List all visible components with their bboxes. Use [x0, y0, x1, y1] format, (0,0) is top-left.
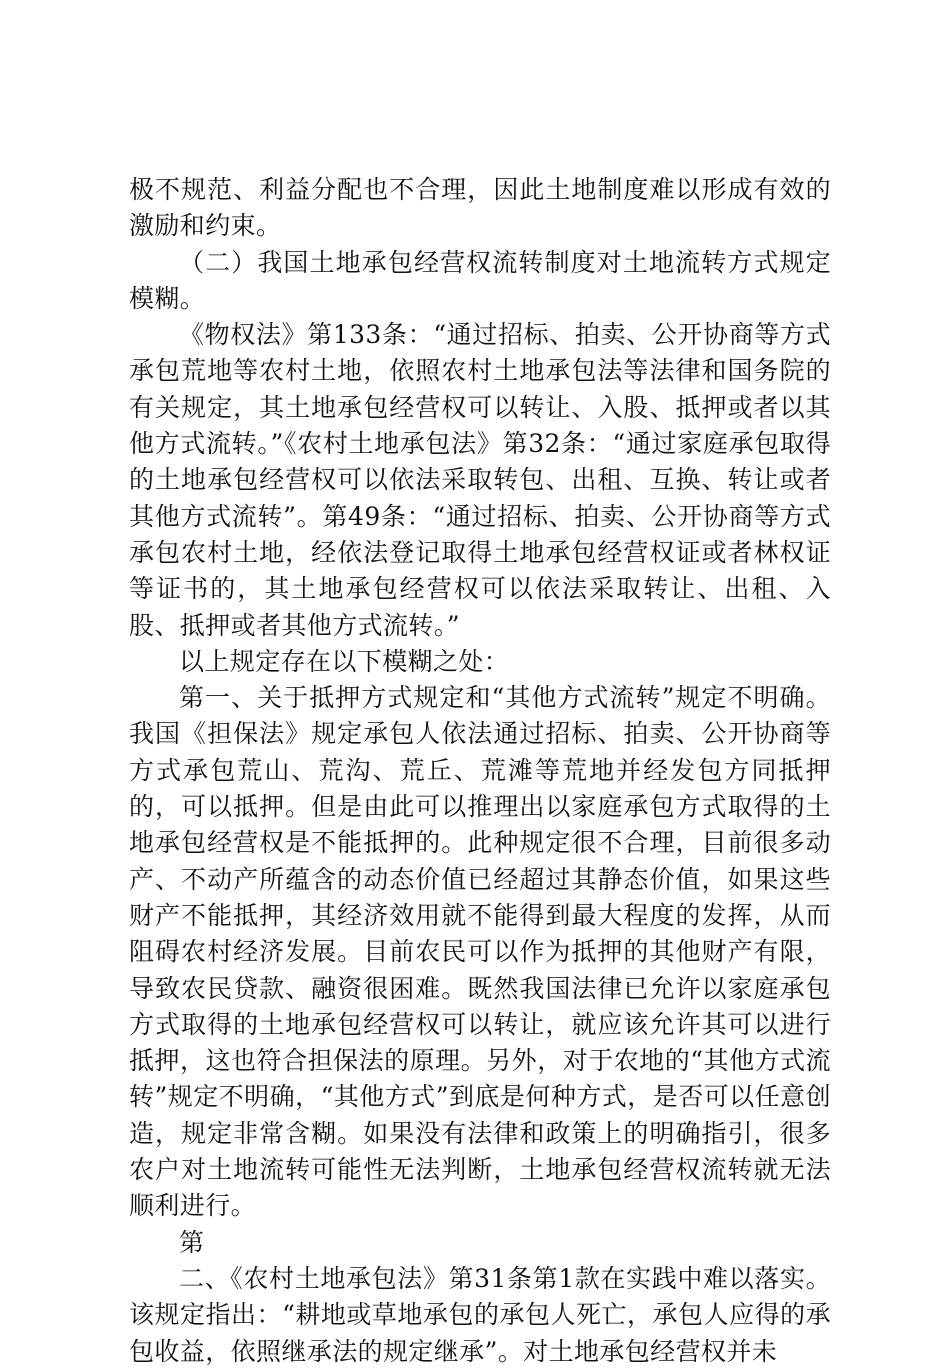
paragraph-intro: 以上规定存在以下模糊之处：	[179, 646, 510, 676]
document-body	[129, 172, 831, 1370]
paragraph-point-one: 第一、关于抵押方式规定和“其他方式流转”规定不明确。我国《担保法》规定承包人依法通过招标、拍卖、公开协商等方式承包荒山、荒沟、荒丘、荒滩等荒地并经发包方同抵押的，可以抵押。但是由此可以推理出以家庭承包方式取得的土地承包经营权是不能抵押的。此种规定很不合理，目前很多动产、不动产所蕴含的动态价值已经超过其静态价值，如果这些财产不能抵押，其经济效用就不能得到最大程度的发挥，从而阻碍农村经济发展。目前农民可以作为抵押的其他财产有限，导致农民贷款、融资很困难。既然我国法律已允许以家庭承包方式取得的土地承包经营权可以转让，就应该允许其可以进行抵押，这也符合担保法的原理。另外，对于农地的“其他方式流转”规定不明确，“其他方式”到底是何种方式，是否可以任意创造，规定非常含糊。如果没有法律和政策上的明确指引，很多农户对土地流转可能性无法判断，土地承包经营权流转就无法顺利进行。	[129, 683, 831, 1221]
paragraph-legal-citation: 《物权法》第133条：“通过招标、拍卖、公开协商等方式承包荒地等农村土地，依照农村土地承包法等法律和国务院的有关规定，其土地承包经营权可以转让、入股、抵押或者以其他方式流转。”《农村土地承包法》第32条：“通过家庭承包取得的土地承包经营权可以依法采取转包、出租、互换、转让或者其他方式流转”。第49条：“通过招标、拍卖、公开协商等方式承包农村土地，经依法登记取得土地承包经营权证或者林权证等证书的，其土地承包经营权可以依法采取转让、出租、入股、抵押或者其他方式流转。”	[129, 320, 831, 640]
paragraph-continuation: 极不规范、利益分配也不合理，因此土地制度难以形成有效的激励和约束。	[129, 175, 831, 241]
section-heading: （二）我国土地承包经营权流转制度对土地流转方式规定模糊。	[129, 247, 831, 313]
paragraph-fragment: 第	[179, 1227, 205, 1257]
paragraph-point-two: 二、《农村土地承包法》第31条第1款在实践中难以落实。该规定指出：“耕地或草地承包的承包人死亡，承包人应得的承包收益，依照继承法的规定继承”。对土地承包经营权并未	[129, 1263, 831, 1366]
